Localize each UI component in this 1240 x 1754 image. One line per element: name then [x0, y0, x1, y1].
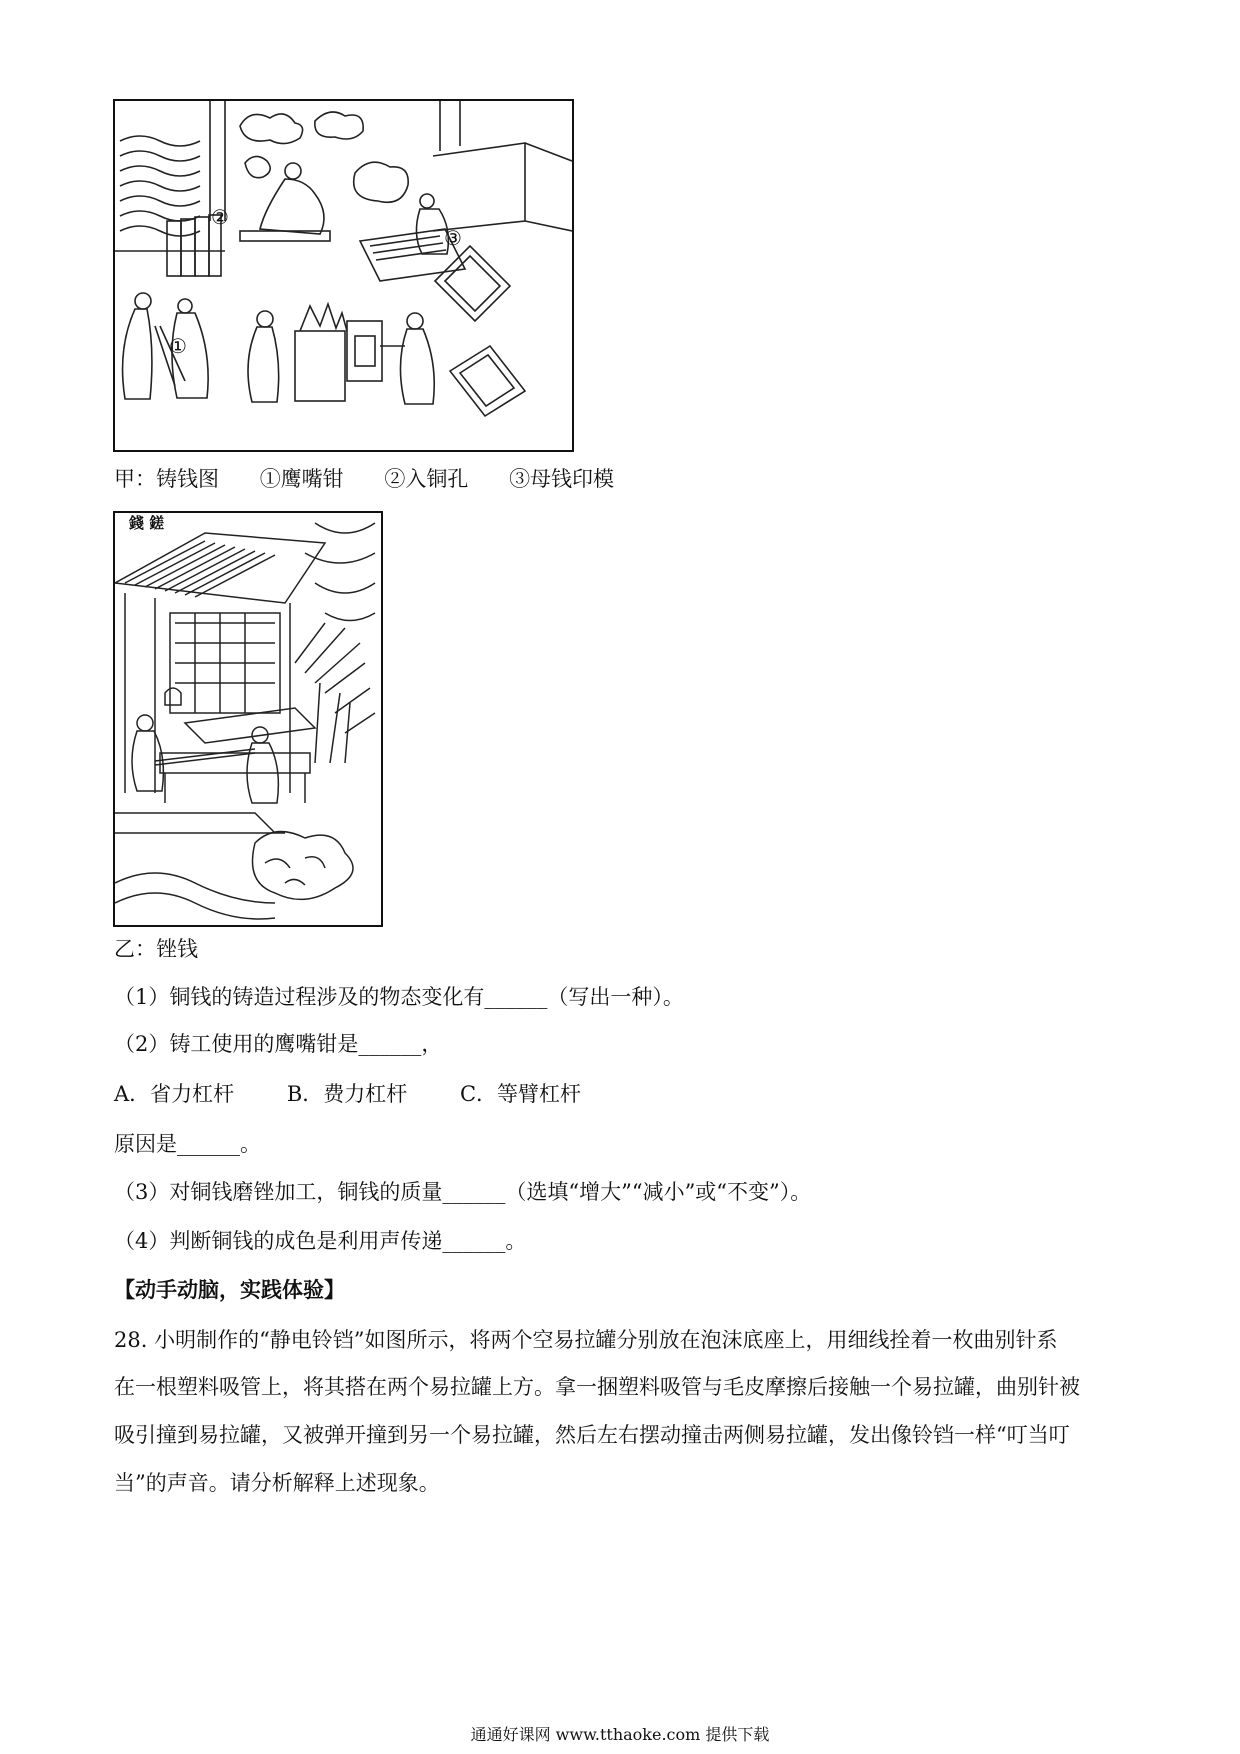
- question-2: （2）铸工使用的鹰嘴钳是______，: [114, 1032, 443, 1056]
- marker-3: ③: [444, 226, 462, 250]
- filing-woodcut-drawing: [115, 513, 381, 925]
- question-3: （3）对铜钱磨锉加工，铜钱的质量______（选填“增大”“减小”或“不变”）。: [114, 1180, 812, 1204]
- option-c: C．等臂杠杆: [459, 1082, 582, 1106]
- marker-2: ②: [211, 205, 229, 229]
- question-4: （4）判断铜钱的成色是利用声传递______。: [114, 1229, 527, 1253]
- filing-banner: 錢 鎈: [129, 514, 165, 532]
- figure1-caption-item1: ①鹰嘴钳: [259, 467, 344, 491]
- question-28-line3: 吸引撞到易拉罐，又被弹开撞到另一个易拉罐，然后左右摆动撞击两侧易拉罐，发出像铃铛一样“叮当叮: [114, 1423, 1070, 1447]
- figure1-caption-title: 甲：铸钱图: [114, 467, 219, 491]
- question-28-line1: 28. 小明制作的“静电铃铛”如图所示，将两个空易拉罐分别放在泡沫底座上，用细线拴着一枚曲别针系: [114, 1328, 1058, 1352]
- filing-illustration: [113, 511, 383, 927]
- question-28-line2: 在一根塑料吸管上，将其搭在两个易拉罐上方。拿一捆塑料吸管与毛皮摩擦后接触一个易拉罐，曲别针被: [114, 1375, 1080, 1399]
- casting-woodcut-drawing: [115, 101, 572, 450]
- section-heading: 【动手动脑，实践体验】: [114, 1277, 345, 1302]
- marker-1: ①: [169, 334, 187, 358]
- page-footer: 通通好课网 www.tthaoke.com 提供下载: [470, 1725, 770, 1744]
- figure1-caption-item2: ②入铜孔: [384, 467, 469, 491]
- question-2-options: [114, 1080, 627, 1108]
- figure2-caption: 乙：锉钱: [114, 937, 198, 961]
- figure1-caption-item3: ③母钱印模: [509, 467, 615, 491]
- option-a: A．省力杠杆: [114, 1082, 235, 1106]
- figure1-caption: [114, 465, 648, 493]
- question-1: （1）铜钱的铸造过程涉及的物态变化有______（写出一种）。: [114, 985, 684, 1009]
- casting-illustration: [113, 99, 574, 452]
- question-28-line4: 当”的声音。请分析解释上述现象。: [114, 1471, 440, 1495]
- option-b: B．费力杠杆: [286, 1082, 408, 1106]
- question-2-reason: 原因是______。: [114, 1132, 261, 1156]
